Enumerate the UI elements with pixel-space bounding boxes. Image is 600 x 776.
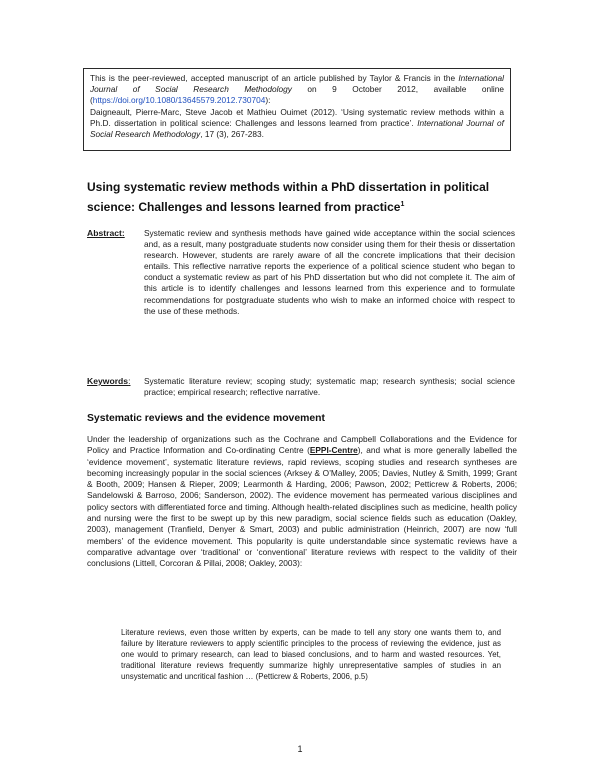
page-number: 1 bbox=[297, 744, 303, 754]
eppi-link[interactable]: EPPI-Centre bbox=[309, 445, 358, 456]
keywords-label: Keywords bbox=[87, 376, 129, 386]
keywords-text: Systematic literature review; scoping study; systematic map; research synthesis; social science practice; empirical research; reflective narrative. bbox=[144, 376, 515, 398]
paper-title: Using systematic review methods within a PhD dissertation in political science: Challenges and lessons learned from practice$^1$ bbox=[87, 180, 490, 214]
journal-name: International Journal of Social Research Methodology bbox=[90, 73, 504, 95]
publication-notice: This is the peer-reviewed, accepted manuscript of an article published by Taylor & Francis in the International Journal of Social Research Methodology on 9 October 2012, available online (https://doi.org/10.1080/13645579.2012.730704): bbox=[90, 73, 504, 106]
abstract-text: Systematic review and synthesis methods have gained wide acceptance within the social sciences and, as a result, many postgraduate students now consider using them for their thesis or dissertation research. However, students are rarely aware of all the concrete implications that their decision entails. This reflective narrative reports the experience of a political science student who began to conduct a systematic review as part of his PhD dissertation but who did not complete it. The aim of this article is to identify challenges and lessons learned from this experience and to formulate recommendations for postgraduate students who wish to make an informed choice with respect to the use of these methods. bbox=[144, 228, 515, 316]
block-quote: Literature reviews, even those written by experts, can be made to tell any story one wants them to, and failure by literature reviewers to apply scientific principles to the process of reviewing the evidence, just as one would to primary research, can lead to biased conclusions, and to harm and wasted resources. Yet, traditional literature reviews frequently summarize highly unrepresentative samples of studies in an unsystematic and uncritical fashion … (Petticrew & Roberts, 2006, p.5) bbox=[121, 628, 501, 682]
section-heading: Systematic reviews and the evidence movement bbox=[87, 413, 325, 424]
body-paragraph: Under the leadership of organizations such as the Cochrane and Campbell Collaborations and the Evidence for Policy and Practice Information and Co-ordinating Centre (EPPI-Centre), and what is more generally labelled the ‘evidence movement’, systematic literature reviews, rapid reviews, scoping studies and research syntheses are becoming increasingly popular in the social sciences (Arksey & O’Malley, 2005; Davies, Nutley & Smith, 1999; Grant & Booth, 2009; Hansen & Rieper, 2009; Learmonth & Harding, 2006; Pawson, 2002; Petticrew & Roberts, 2006; Sandelowski & Barroso, 2006; Sanderson, 2002). The evidence movement has permeated various disciplines and policy sectors with differentiated force and timing. Although health-related disciplines such as medicine, health policy and nursing were the first to be swept up by this new paradigm, social science fields such as education (Oakley, 2003), management (Tranfield, Denyer & Smart, 2003) and public administration (Heinrich, 2007) are now ‘full members’ of the evidence movement. This popularity is quite understandable since systematic reviews have a comparative advantage over ‘traditional’ or ‘conventional’ literature reviews with respect to the validity of their conclusions (Littell, Corcoran & Pillai, 2008; Oakley, 2003): bbox=[87, 434, 517, 569]
citation: Daigneault, Pierre-Marc, Steve Jacob et Mathieu Ouimet (2012). ‘Using systematic review methods within a Ph.D. dissertation in political science: Challenges and lessons learned from practice’. International Journal of Social Research Methodology, 17 (3), 267-283. bbox=[90, 106, 504, 140]
doi-link[interactable]: https://doi.org/10.1080/13645579.2012.730704 bbox=[92, 95, 266, 106]
keywords-label-wrap: Keywords: bbox=[87, 376, 131, 386]
publication-notice-box bbox=[83, 68, 511, 151]
abstract-label: Abstract: bbox=[87, 228, 125, 238]
footnote-marker: 1 bbox=[400, 201, 405, 208]
citation-journal: International Journal of Social Research Methodology bbox=[90, 117, 504, 140]
